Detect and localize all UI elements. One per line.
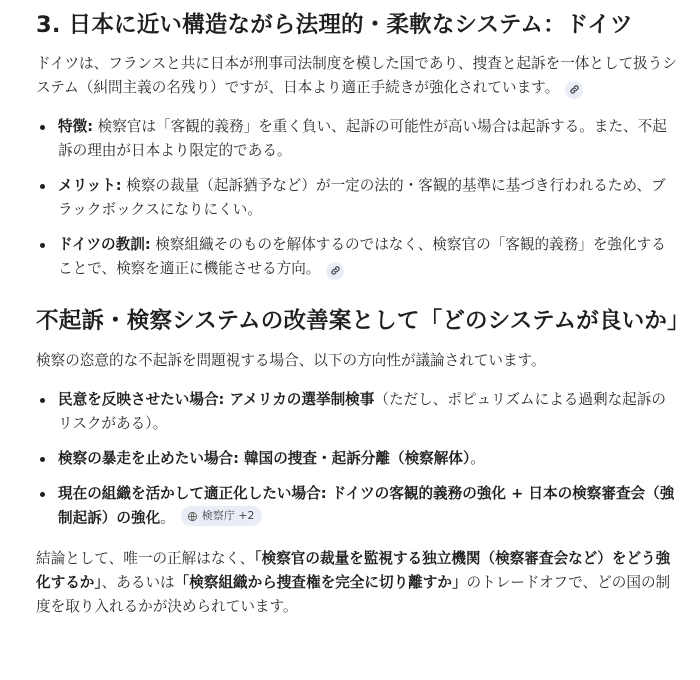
conclusion-paragraph <box>36 547 680 619</box>
bullet-label: ドイツの教訓: <box>58 236 151 253</box>
improvement-intro: 検察の恣意的な不起訴を問題視する場合、以下の方向性が議論されています。 <box>36 352 546 369</box>
conclusion-bold-1: 「検察官の裁量を監視する独立機関（検察審査会など）をどう強化するか」 <box>36 549 671 591</box>
bullet-text: 検察官は「客観的義務」を重く負い、起訴の可能性が高い場合は起訴する。また、不起訴の理由が日本より限定的である。 <box>58 118 667 159</box>
conclusion-mid: 、あるいは <box>101 573 175 591</box>
bullet-text: 検察組織そのものを解体するのではなく、検察官の「客観的義務」を強化することで、検察を適正に機能させる方向。 <box>58 236 666 277</box>
bullet-label: 民意を反映させたい場合: アメリカの選挙制検事 <box>58 391 375 408</box>
list-item <box>36 482 680 531</box>
citation-link-button[interactable] <box>565 81 583 99</box>
list-item <box>36 174 680 222</box>
conclusion-post: のトレードオフで、どの国の制度を取り入れるかが決められています。 <box>36 573 671 615</box>
bullet-label: メリット: <box>58 177 122 194</box>
source-chip-label: 検察庁 +2 <box>201 509 255 522</box>
source-chip-button[interactable] <box>181 506 262 526</box>
link-icon <box>569 84 580 95</box>
bullet-label: 検察の暴走を止めたい場合: 韓国の捜査・起訴分離（検察解体） <box>58 450 471 467</box>
bullet-label: 特徴: <box>58 118 94 135</box>
list-item <box>36 233 680 281</box>
conclusion-bold-2: 「検察組織から捜査権を完全に切り離すか」 <box>174 573 467 591</box>
improvement-bullet-list <box>36 388 680 531</box>
globe-icon <box>187 511 198 522</box>
bullet-text: 検察の裁量（起訴猶予など）が一定の法的・客観的基準に基づき行われるため、ブラックボックスになりにくい。 <box>58 177 666 218</box>
germany-bullet-list <box>36 115 680 281</box>
list-item <box>36 115 680 163</box>
bullet-text: 。 <box>160 509 175 527</box>
bullet-label: 現在の組織を活かして適正化したい場合: ドイツの客観的義務の強化 + 日本の検察審査会（強制起訴）の強化 <box>58 485 675 527</box>
germany-intro-text: ドイツは、フランスと共に日本が刑事司法制度を模した国であり、捜査と起訴を一体として扱うシステム（糾問主義の名残り）ですが、日本より適正手続きが強化されています。 <box>36 55 677 96</box>
list-item <box>36 447 680 471</box>
germany-intro <box>36 52 680 100</box>
conclusion-pre: 結論として、唯一の正解はなく、 <box>36 549 255 567</box>
bullet-text: 。 <box>470 450 485 467</box>
bullet-text: （ただし、ポピュリズムによる過剰な起訴のリスクがある）。 <box>58 391 666 432</box>
link-icon <box>330 265 341 276</box>
section-heading-improvement: 不起訴・検察システムの改善案として「どのシステムが良いか」 <box>36 308 690 334</box>
list-item <box>36 388 680 436</box>
citation-link-button[interactable] <box>326 262 344 280</box>
section-heading-germany: 3. 日本に近い構造ながら法理的・柔軟なシステム：ドイツ <box>36 12 633 38</box>
